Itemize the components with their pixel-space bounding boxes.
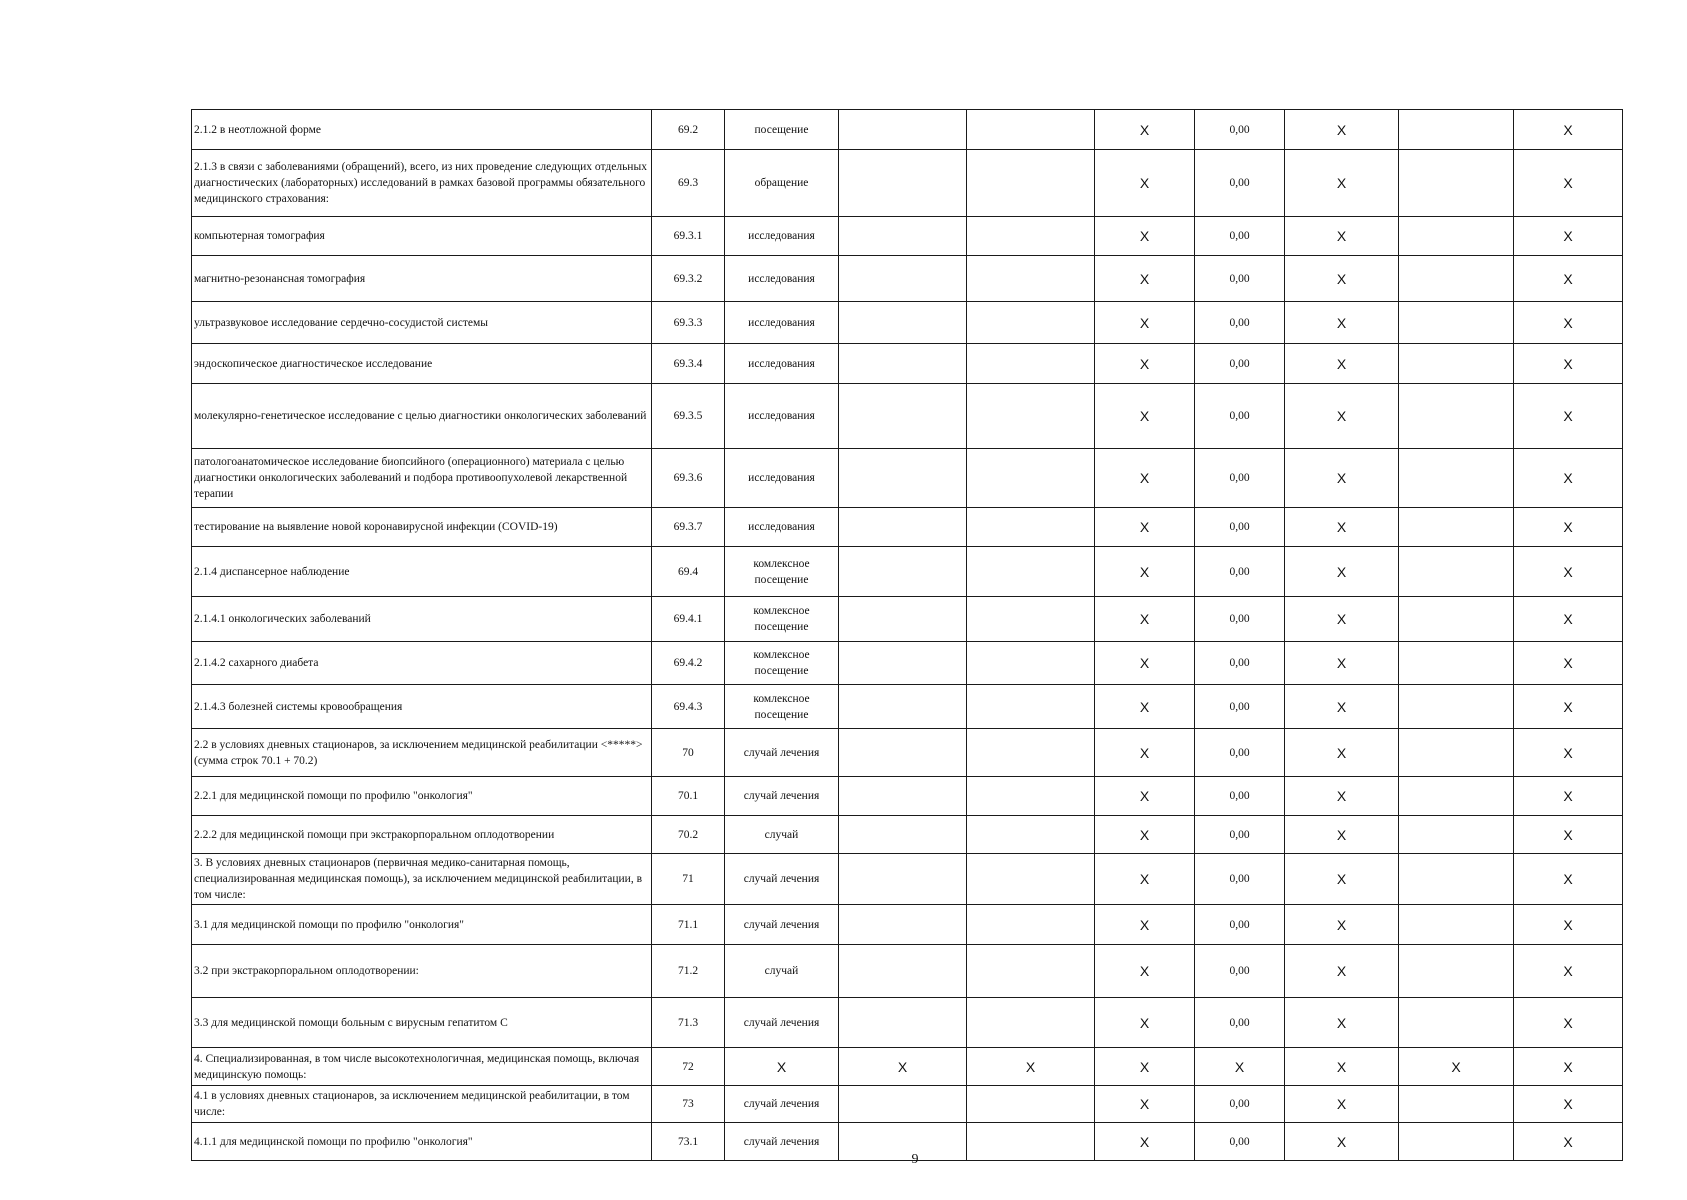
- row-col8: X: [1285, 854, 1399, 905]
- row-col4: [839, 816, 967, 854]
- row-name: 2.1.4.1 онкологических заболеваний: [192, 597, 652, 642]
- row-col5: [967, 1086, 1095, 1123]
- row-unit: исследования: [725, 302, 839, 344]
- row-code: 72: [652, 1048, 725, 1086]
- row-code: 70.2: [652, 816, 725, 854]
- row-code: 70: [652, 729, 725, 777]
- row-col6: X: [1095, 905, 1195, 945]
- row-col8: X: [1285, 642, 1399, 685]
- row-code: 71.2: [652, 945, 725, 998]
- row-col8: X: [1285, 1048, 1399, 1086]
- row-unit: случай: [725, 945, 839, 998]
- row-col5: [967, 777, 1095, 816]
- row-col10: X: [1514, 150, 1623, 217]
- row-col4: [839, 384, 967, 449]
- row-col8: X: [1285, 685, 1399, 729]
- row-value: 0,00: [1195, 854, 1285, 905]
- row-name: 4.1 в условиях дневных стационаров, за исключением медицинской реабилитации, в том числе:: [192, 1086, 652, 1123]
- row-col4: [839, 945, 967, 998]
- row-value: 0,00: [1195, 816, 1285, 854]
- table-row: [192, 344, 1623, 384]
- row-name: 3.3 для медицинской помощи больным с вирусным гепатитом С: [192, 998, 652, 1048]
- row-code: 69.3: [652, 150, 725, 217]
- row-col4: [839, 777, 967, 816]
- row-col6: X: [1095, 217, 1195, 256]
- row-col10: X: [1514, 642, 1623, 685]
- row-code: 69.2: [652, 110, 725, 150]
- row-code: 69.3.6: [652, 449, 725, 508]
- row-col5: [967, 384, 1095, 449]
- row-col10: X: [1514, 816, 1623, 854]
- row-col10: X: [1514, 729, 1623, 777]
- row-col6: X: [1095, 777, 1195, 816]
- row-unit: комлексное посещение: [725, 642, 839, 685]
- row-value: 0,00: [1195, 110, 1285, 150]
- row-col9: [1399, 256, 1514, 302]
- row-col5: [967, 816, 1095, 854]
- row-col4: [839, 217, 967, 256]
- table-row: [192, 777, 1623, 816]
- row-col8: X: [1285, 1123, 1399, 1161]
- row-col8: X: [1285, 1086, 1399, 1123]
- row-col6: X: [1095, 384, 1195, 449]
- row-value: 0,00: [1195, 597, 1285, 642]
- row-col5: [967, 685, 1095, 729]
- row-col4: [839, 597, 967, 642]
- row-col6: X: [1095, 110, 1195, 150]
- row-name: 2.1.4 диспансерное наблюдение: [192, 547, 652, 597]
- row-col4: [839, 729, 967, 777]
- row-col8: X: [1285, 344, 1399, 384]
- row-unit: случай лечения: [725, 854, 839, 905]
- row-col5: [967, 854, 1095, 905]
- row-col4: [839, 854, 967, 905]
- row-col9: [1399, 150, 1514, 217]
- row-col6: X: [1095, 1123, 1195, 1161]
- row-col10: X: [1514, 256, 1623, 302]
- row-col5: [967, 642, 1095, 685]
- row-value: 0,00: [1195, 945, 1285, 998]
- row-unit: X: [725, 1048, 839, 1086]
- row-col4: X: [839, 1048, 967, 1086]
- row-col10: X: [1514, 217, 1623, 256]
- row-col8: X: [1285, 110, 1399, 150]
- row-col8: X: [1285, 729, 1399, 777]
- row-col4: [839, 110, 967, 150]
- row-col8: X: [1285, 302, 1399, 344]
- row-col4: [839, 449, 967, 508]
- row-col10: X: [1514, 945, 1623, 998]
- row-col9: [1399, 685, 1514, 729]
- row-value: 0,00: [1195, 1123, 1285, 1161]
- row-col10: X: [1514, 905, 1623, 945]
- row-name: молекулярно-генетическое исследование с целью диагностики онкологических заболеваний: [192, 384, 652, 449]
- row-col5: [967, 905, 1095, 945]
- row-code: 69.3.1: [652, 217, 725, 256]
- row-col6: X: [1095, 547, 1195, 597]
- row-col6: X: [1095, 945, 1195, 998]
- row-value: 0,00: [1195, 508, 1285, 547]
- row-name: компьютерная томография: [192, 217, 652, 256]
- row-code: 69.3.7: [652, 508, 725, 547]
- row-code: 69.4: [652, 547, 725, 597]
- row-col4: [839, 302, 967, 344]
- row-value: 0,00: [1195, 777, 1285, 816]
- row-col8: X: [1285, 384, 1399, 449]
- row-code: 69.4.2: [652, 642, 725, 685]
- row-unit: случай лечения: [725, 1086, 839, 1123]
- row-unit: исследования: [725, 217, 839, 256]
- row-col8: X: [1285, 998, 1399, 1048]
- row-col4: [839, 1123, 967, 1161]
- row-col6: X: [1095, 729, 1195, 777]
- row-name: 2.1.4.2 сахарного диабета: [192, 642, 652, 685]
- row-name: 2.1.2 в неотложной форме: [192, 110, 652, 150]
- row-col9: [1399, 344, 1514, 384]
- row-value: 0,00: [1195, 547, 1285, 597]
- table-row: [192, 110, 1623, 150]
- row-col10: X: [1514, 384, 1623, 449]
- row-code: 71: [652, 854, 725, 905]
- row-col10: X: [1514, 302, 1623, 344]
- row-col9: [1399, 384, 1514, 449]
- row-col5: [967, 945, 1095, 998]
- row-name: тестирование на выявление новой коронавирусной инфекции (COVID-19): [192, 508, 652, 547]
- row-col9: [1399, 905, 1514, 945]
- table-row: [192, 256, 1623, 302]
- row-value: 0,00: [1195, 217, 1285, 256]
- row-code: 69.3.2: [652, 256, 725, 302]
- row-col5: [967, 449, 1095, 508]
- row-name: патологоанатомическое исследование биопсийного (операционного) материала с целью диагностики онкологических заболеваний и подбора противоопухолевой лекарственной терапии: [192, 449, 652, 508]
- row-unit: исследования: [725, 449, 839, 508]
- row-col10: X: [1514, 110, 1623, 150]
- row-code: 70.1: [652, 777, 725, 816]
- row-col5: [967, 729, 1095, 777]
- row-value: 0,00: [1195, 1086, 1285, 1123]
- row-unit: исследования: [725, 256, 839, 302]
- table-row: [192, 945, 1623, 998]
- row-col5: [967, 547, 1095, 597]
- row-col10: X: [1514, 685, 1623, 729]
- row-col6: X: [1095, 449, 1195, 508]
- row-col9: [1399, 449, 1514, 508]
- row-col8: X: [1285, 597, 1399, 642]
- row-value: 0,00: [1195, 998, 1285, 1048]
- row-name: 4. Специализированная, в том числе высокотехнологичная, медицинская помощь, включая медицинскую помощь:: [192, 1048, 652, 1086]
- row-col9: [1399, 1123, 1514, 1161]
- row-col10: X: [1514, 1048, 1623, 1086]
- row-col8: X: [1285, 217, 1399, 256]
- row-unit: исследования: [725, 384, 839, 449]
- page-number: 9: [911, 1152, 919, 1167]
- row-unit: комлексное посещение: [725, 547, 839, 597]
- row-name: 2.1.3 в связи с заболеваниями (обращений), всего, из них проведение следующих отдельных диагностических (лабораторных) исследований в рамках базовой программы обязательного медицинского страхования:: [192, 150, 652, 217]
- row-col5: [967, 217, 1095, 256]
- row-name: 3. В условиях дневных стационаров (первичная медико-санитарная помощь, специализированная медицинская помощь), за исключением медицинской реабилитации, в том числе:: [192, 854, 652, 905]
- row-col9: [1399, 508, 1514, 547]
- row-col9: [1399, 729, 1514, 777]
- row-value: 0,00: [1195, 729, 1285, 777]
- row-unit: случай лечения: [725, 777, 839, 816]
- table-row: [192, 508, 1623, 547]
- row-col4: [839, 685, 967, 729]
- row-col8: X: [1285, 905, 1399, 945]
- row-col10: X: [1514, 449, 1623, 508]
- row-col5: [967, 597, 1095, 642]
- row-col10: X: [1514, 777, 1623, 816]
- row-name: 4.1.1 для медицинской помощи по профилю "онкология": [192, 1123, 652, 1161]
- row-unit: исследования: [725, 508, 839, 547]
- row-unit: комлексное посещение: [725, 685, 839, 729]
- row-col6: X: [1095, 854, 1195, 905]
- row-unit: исследования: [725, 344, 839, 384]
- row-name: 2.2.2 для медицинской помощи при экстракорпоральном оплодотворении: [192, 816, 652, 854]
- row-col9: [1399, 302, 1514, 344]
- row-col6: X: [1095, 685, 1195, 729]
- table-row: [192, 217, 1623, 256]
- row-code: 69.3.3: [652, 302, 725, 344]
- row-col8: X: [1285, 777, 1399, 816]
- row-col9: [1399, 1086, 1514, 1123]
- row-col10: X: [1514, 547, 1623, 597]
- row-col9: [1399, 777, 1514, 816]
- table-row: [192, 905, 1623, 945]
- table-body: [192, 110, 1623, 1161]
- row-col4: [839, 1086, 967, 1123]
- row-col10: X: [1514, 998, 1623, 1048]
- row-unit: случай лечения: [725, 729, 839, 777]
- row-col10: X: [1514, 854, 1623, 905]
- row-value: 0,00: [1195, 642, 1285, 685]
- table-row: [192, 302, 1623, 344]
- row-unit: случай: [725, 816, 839, 854]
- table-row: [192, 998, 1623, 1048]
- row-unit: случай лечения: [725, 1123, 839, 1161]
- row-col9: [1399, 547, 1514, 597]
- table-row: [192, 1048, 1623, 1086]
- row-col5: [967, 1123, 1095, 1161]
- row-value: 0,00: [1195, 905, 1285, 945]
- row-value: 0,00: [1195, 384, 1285, 449]
- table-row: [192, 729, 1623, 777]
- table-row: [192, 384, 1623, 449]
- row-value: 0,00: [1195, 302, 1285, 344]
- row-col6: X: [1095, 256, 1195, 302]
- row-col5: [967, 508, 1095, 547]
- row-col5: [967, 302, 1095, 344]
- table-row: [192, 597, 1623, 642]
- row-col9: [1399, 597, 1514, 642]
- row-value: 0,00: [1195, 685, 1285, 729]
- row-col8: X: [1285, 547, 1399, 597]
- row-col8: X: [1285, 816, 1399, 854]
- row-col8: X: [1285, 945, 1399, 998]
- row-col6: X: [1095, 508, 1195, 547]
- row-col6: X: [1095, 1086, 1195, 1123]
- row-unit: обращение: [725, 150, 839, 217]
- row-code: 69.3.4: [652, 344, 725, 384]
- row-value: X: [1195, 1048, 1285, 1086]
- row-name: 3.2 при экстракорпоральном оплодотворении:: [192, 945, 652, 998]
- row-col8: X: [1285, 256, 1399, 302]
- table-row: [192, 816, 1623, 854]
- table-row: [192, 685, 1623, 729]
- row-col9: [1399, 217, 1514, 256]
- row-code: 71.3: [652, 998, 725, 1048]
- row-col6: X: [1095, 344, 1195, 384]
- row-col5: [967, 256, 1095, 302]
- row-unit: комлексное посещение: [725, 597, 839, 642]
- row-col5: X: [967, 1048, 1095, 1086]
- row-col4: [839, 256, 967, 302]
- row-col9: [1399, 998, 1514, 1048]
- data-table: [191, 109, 1623, 1161]
- table-row: [192, 854, 1623, 905]
- row-col4: [839, 150, 967, 217]
- row-col9: [1399, 854, 1514, 905]
- row-col9: [1399, 110, 1514, 150]
- row-value: 0,00: [1195, 256, 1285, 302]
- table-row: [192, 1086, 1623, 1123]
- row-value: 0,00: [1195, 344, 1285, 384]
- row-name: ультразвуковое исследование сердечно-сосудистой системы: [192, 302, 652, 344]
- row-name: магнитно-резонансная томография: [192, 256, 652, 302]
- row-col8: X: [1285, 449, 1399, 508]
- row-name: 2.1.4.3 болезней системы кровообращения: [192, 685, 652, 729]
- row-value: 0,00: [1195, 150, 1285, 217]
- row-col4: [839, 905, 967, 945]
- row-col5: [967, 110, 1095, 150]
- row-col4: [839, 344, 967, 384]
- row-col10: X: [1514, 1123, 1623, 1161]
- row-code: 73: [652, 1086, 725, 1123]
- row-code: 69.4.3: [652, 685, 725, 729]
- row-col6: X: [1095, 998, 1195, 1048]
- row-name: эндоскопическое диагностическое исследование: [192, 344, 652, 384]
- row-value: 0,00: [1195, 449, 1285, 508]
- row-col6: X: [1095, 816, 1195, 854]
- table-row: [192, 547, 1623, 597]
- row-col4: [839, 547, 967, 597]
- row-code: 73.1: [652, 1123, 725, 1161]
- row-col9: [1399, 945, 1514, 998]
- row-col6: X: [1095, 597, 1195, 642]
- row-col5: [967, 150, 1095, 217]
- row-unit: посещение: [725, 110, 839, 150]
- row-col4: [839, 998, 967, 1048]
- row-name: 2.2.1 для медицинской помощи по профилю "онкология": [192, 777, 652, 816]
- table-row: [192, 449, 1623, 508]
- row-col5: [967, 998, 1095, 1048]
- row-col4: [839, 508, 967, 547]
- row-col5: [967, 344, 1095, 384]
- row-col6: X: [1095, 1048, 1195, 1086]
- row-col10: X: [1514, 597, 1623, 642]
- row-col10: X: [1514, 1086, 1623, 1123]
- row-col6: X: [1095, 150, 1195, 217]
- table-row: [192, 150, 1623, 217]
- row-name: 3.1 для медицинской помощи по профилю "онкология": [192, 905, 652, 945]
- row-code: 69.4.1: [652, 597, 725, 642]
- row-col6: X: [1095, 302, 1195, 344]
- table-row: [192, 642, 1623, 685]
- row-col9: [1399, 642, 1514, 685]
- row-col10: X: [1514, 344, 1623, 384]
- row-unit: случай лечения: [725, 905, 839, 945]
- row-unit: случай лечения: [725, 998, 839, 1048]
- row-col8: X: [1285, 150, 1399, 217]
- row-col9: [1399, 816, 1514, 854]
- row-col6: X: [1095, 642, 1195, 685]
- row-col10: X: [1514, 508, 1623, 547]
- row-col9: X: [1399, 1048, 1514, 1086]
- row-code: 69.3.5: [652, 384, 725, 449]
- row-col8: X: [1285, 508, 1399, 547]
- row-col4: [839, 642, 967, 685]
- row-name: 2.2 в условиях дневных стационаров, за исключением медицинской реабилитации <*****> (сумма строк 70.1 + 70.2): [192, 729, 652, 777]
- row-code: 71.1: [652, 905, 725, 945]
